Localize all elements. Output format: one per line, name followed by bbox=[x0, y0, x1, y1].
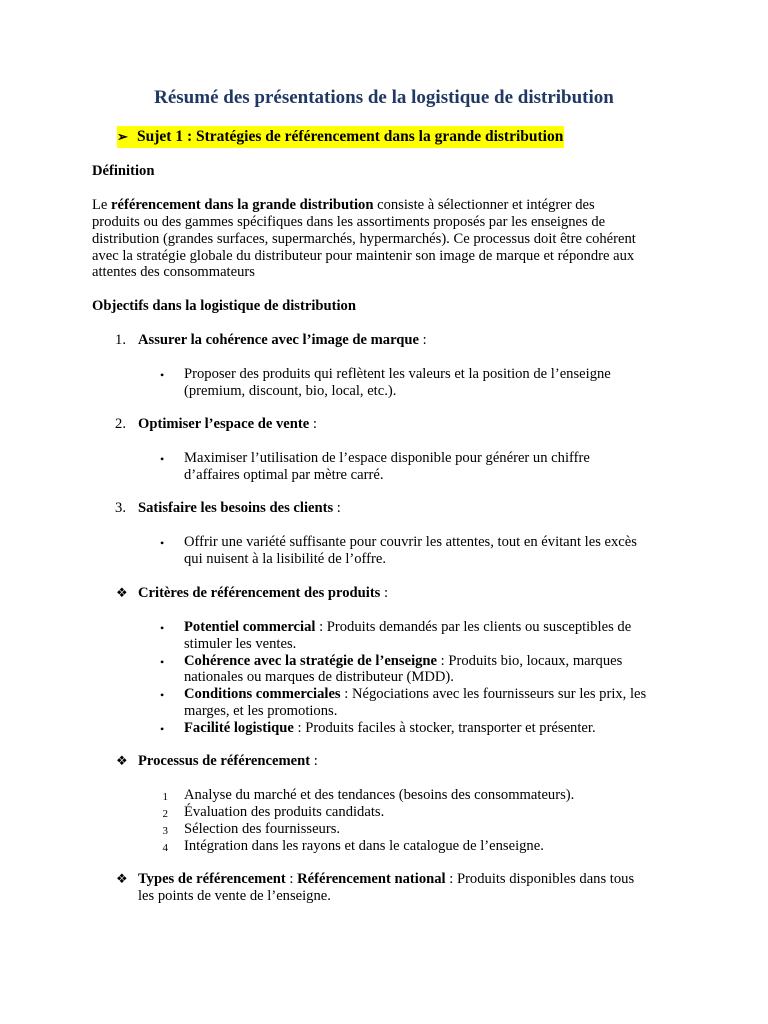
types-line-1 bbox=[138, 871, 634, 888]
objective-title-text: Satisfaire les besoins des clients bbox=[138, 500, 334, 516]
definition-rest: consiste à sélectionner et intégrer des bbox=[373, 197, 595, 213]
criteria-item-label: Cohérence avec la stratégie de l’enseigne bbox=[184, 653, 438, 669]
bullet-icon: • bbox=[160, 452, 165, 466]
objective-title bbox=[138, 332, 427, 349]
criteria-item-label: Conditions commerciales bbox=[184, 686, 341, 702]
process-step: Analyse du marché et des tendances (besoins des consommateurs). bbox=[184, 787, 575, 803]
criteria-item bbox=[184, 619, 631, 636]
types-separator: : bbox=[285, 871, 298, 887]
objective-number: 1. bbox=[115, 332, 126, 348]
criteria-item-text: : Produits demandés par les clients ou susceptibles de bbox=[315, 619, 632, 635]
definition-prefix: Le bbox=[92, 197, 112, 213]
criteria-item-text: : Négociations avec les fournisseurs sur les prix, les bbox=[340, 686, 647, 702]
objective-bullet-line: Proposer des produits qui reflètent les valeurs et la position de l’enseigne bbox=[184, 366, 611, 382]
process-step: Évaluation des produits candidats. bbox=[184, 804, 385, 820]
criteria-item bbox=[184, 720, 596, 737]
definition-line-5: attentes des consommateurs bbox=[92, 264, 255, 280]
objective-bullet-line: Offrir une variété suffisante pour couvrir les attentes, tout en évitant les excès bbox=[184, 534, 637, 550]
objectives-heading: Objectifs dans la logistique de distribution bbox=[92, 298, 356, 314]
arrow-bullet-icon: ➢ bbox=[117, 128, 128, 144]
step-number: 3 bbox=[162, 825, 168, 837]
criteria-item bbox=[184, 686, 646, 703]
types-line-2: les points de vente de l’enseigne. bbox=[138, 888, 331, 904]
definition-line-3: distribution (grandes surfaces, supermarchés, hypermarchés). Ce processus doit être cohérent bbox=[92, 231, 636, 247]
subject-highlight bbox=[117, 126, 564, 148]
objective-number: 2. bbox=[115, 416, 126, 432]
step-number: 2 bbox=[162, 808, 168, 820]
objective-title bbox=[138, 500, 341, 517]
process-step: Sélection des fournisseurs. bbox=[184, 821, 341, 837]
objective-bullet-line: d’affaires optimal par mètre carré. bbox=[184, 467, 384, 483]
definition-keyword: référencement dans la grande distribution bbox=[111, 197, 374, 213]
objective-bullet-line: Maximiser l’utilisation de l’espace disponible pour générer un chiffre bbox=[184, 450, 590, 466]
objective-title bbox=[138, 416, 317, 433]
criteria-heading-suffix: : bbox=[380, 585, 389, 601]
criteria-item bbox=[184, 653, 622, 670]
objective-title-text: Assurer la cohérence avec l’image de marque bbox=[138, 332, 420, 348]
process-heading bbox=[138, 753, 318, 770]
definition-line-1 bbox=[92, 197, 682, 214]
criteria-heading bbox=[138, 585, 388, 602]
objective-bullet-line: qui nuisent à la lisibilité de l’offre. bbox=[184, 551, 386, 567]
bullet-icon: • bbox=[160, 722, 165, 736]
bullet-icon: • bbox=[160, 655, 165, 669]
diamond-bullet-icon: ❖ bbox=[116, 871, 128, 886]
criteria-heading-text: Critères de référencement des produits bbox=[138, 585, 381, 601]
criteria-item-text: : Produits bio, locaux, marques bbox=[437, 653, 623, 669]
document-title: Résumé des présentations de la logistique de distribution bbox=[154, 87, 614, 108]
subject-label: Sujet 1 : Stratégies de référencement dans la grande distribution bbox=[137, 127, 564, 145]
bullet-icon: • bbox=[160, 368, 165, 382]
criteria-item-label: Potentiel commercial bbox=[184, 619, 316, 635]
criteria-item-line2: marges, et les promotions. bbox=[184, 703, 338, 719]
definition-line-2: produits ou des gammes spécifiques dans les assortiments proposés par les enseignes de bbox=[92, 214, 606, 230]
criteria-item-line2: nationales ou marques de distributeur (MDD). bbox=[184, 669, 454, 685]
objective-title-suffix: : bbox=[309, 416, 317, 432]
bullet-icon: • bbox=[160, 621, 165, 635]
objective-title-suffix: : bbox=[333, 500, 341, 516]
process-step: Intégration dans les rayons et dans le catalogue de l’enseigne. bbox=[184, 838, 544, 854]
definition-heading: Définition bbox=[92, 163, 155, 179]
types-heading: Types de référencement bbox=[138, 871, 286, 887]
diamond-bullet-icon: ❖ bbox=[116, 753, 128, 768]
diamond-bullet-icon: ❖ bbox=[116, 585, 128, 600]
objective-number: 3. bbox=[115, 500, 126, 516]
criteria-item-label: Facilité logistique bbox=[184, 720, 294, 736]
types-national-label: Référencement national bbox=[297, 871, 446, 887]
criteria-item-line2: stimuler les ventes. bbox=[184, 636, 297, 652]
process-heading-suffix: : bbox=[310, 753, 318, 769]
types-national-text: : Produits disponibles dans tous bbox=[445, 871, 635, 887]
step-number: 1 bbox=[162, 791, 168, 803]
objective-title-suffix: : bbox=[419, 332, 427, 348]
bullet-icon: • bbox=[160, 688, 165, 702]
bullet-icon: • bbox=[160, 536, 165, 550]
process-heading-text: Processus de référencement bbox=[138, 753, 311, 769]
criteria-item-text: : Produits faciles à stocker, transporter et présenter. bbox=[293, 720, 596, 736]
step-number: 4 bbox=[162, 842, 168, 854]
definition-line-4: avec la stratégie globale du distributeur pour maintenir son image de marque et répondre aux bbox=[92, 248, 635, 264]
objective-bullet-line: (premium, discount, bio, local, etc.). bbox=[184, 383, 397, 399]
objective-title-text: Optimiser l’espace de vente bbox=[138, 416, 310, 432]
